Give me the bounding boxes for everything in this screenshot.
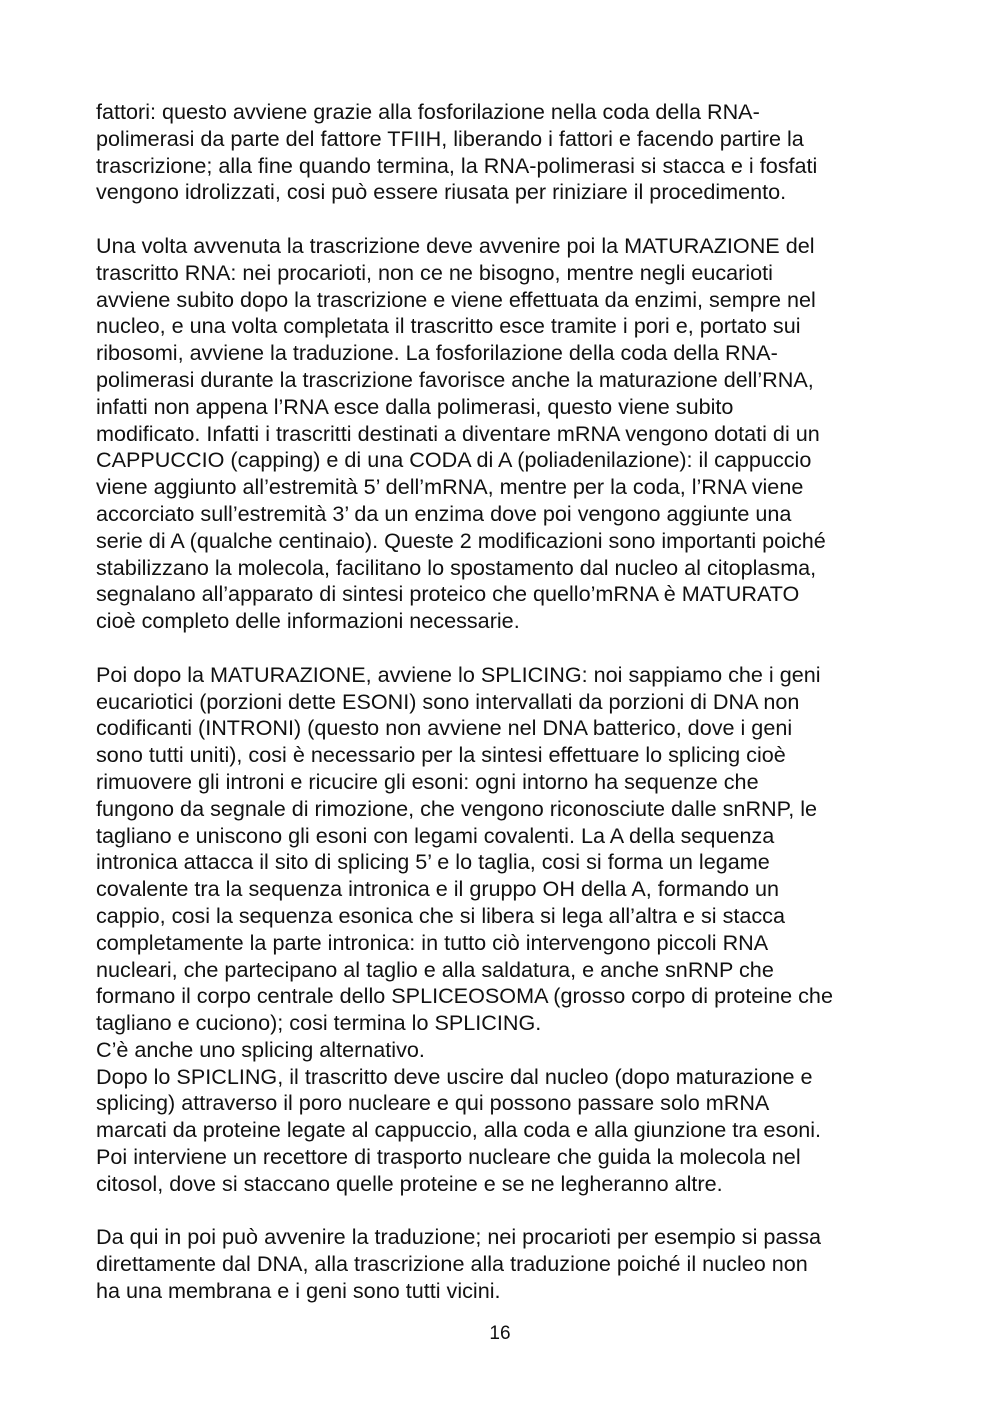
text-line: avviene subito dopo la trascrizione e viene effettuata da enzimi, sempre nel	[96, 286, 816, 312]
text-line: vengono idrolizzati, cosi può essere riusata per riniziare il procedimento.	[96, 179, 787, 205]
text-line: formano il corpo centrale dello SPLICEOSOMA (grosso corpo di proteine che	[96, 983, 833, 1009]
text-line: Dopo lo SPICLING, il trascritto deve uscire dal nucleo (dopo maturazione e	[96, 1063, 813, 1089]
text-line: codificanti (INTRONI) (questo non avviene nel DNA batterico, dove i geni	[96, 715, 793, 741]
text-line: Poi dopo la MATURAZIONE, avviene lo SPLICING: noi sappiamo che i geni	[96, 661, 821, 687]
text-line: sono tutti uniti), cosi è necessario per la sintesi effettuare lo splicing cioè	[96, 742, 786, 768]
text-line: marcati da proteine legate al cappuccio, alla coda e alla giunzione tra esoni.	[96, 1117, 822, 1143]
paragraph-translation	[96, 1224, 916, 1304]
text-line: ribosomi, avviene la traduzione. La fosforilazione della coda della RNA-	[96, 340, 778, 366]
text-line: nucleari, che partecipano al taglio e alla saldatura, e anche snRNP che	[96, 956, 774, 982]
text-line: infatti non appena l’RNA esce dalla polimerasi, questo viene subito	[96, 393, 734, 419]
text-line: intronica attacca il sito di splicing 5’ e lo taglia, cosi si forma un legame	[96, 849, 770, 875]
text-line: tagliano e uniscono gli esoni con legami covalenti. La A della sequenza	[96, 822, 775, 848]
text-line: stabilizzano la molecola, facilitano lo spostamento dal nucleo al citoplasma,	[96, 554, 817, 580]
text-line: covalente tra la sequenza intronica e il gruppo OH della A, formando un	[96, 876, 780, 902]
paragraph-maturation	[96, 233, 916, 635]
text-line: fungono da segnale di rimozione, che vengono riconosciute dalle snRNP, le	[96, 795, 818, 821]
text-line: trascrizione; alla fine quando termina, la RNA-polimerasi si stacca e i fosfati	[96, 152, 818, 178]
text-line: viene aggiunto all’estremità 5’ dell’mRNA, mentre per la coda, l’RNA viene	[96, 474, 804, 500]
text-line: tagliano e cuciono); cosi termina lo SPLICING.	[96, 1010, 542, 1036]
text-line: direttamente dal DNA, alla trascrizione alla traduzione poiché il nucleo non	[96, 1251, 808, 1277]
text-line: Poi interviene un recettore di trasporto nucleare che guida la molecola nel	[96, 1144, 801, 1170]
text-line: cioè completo delle informazioni necessarie.	[96, 608, 520, 634]
text-line: citosol, dove si staccano quelle proteine e se ne legheranno altre.	[96, 1170, 723, 1196]
text-line: completamente la parte intronica: in tutto ciò intervengono piccoli RNA	[96, 929, 769, 955]
text-line: modificato. Infatti i trascritti destinati a diventare mRNA vengono dotati di un	[96, 420, 820, 446]
text-line: CAPPUCCIO (capping) e di una CODA di A (poliadenilazione): il cappuccio	[96, 447, 812, 473]
text-line: fattori: questo avviene grazie alla fosforilazione nella coda della RNA-	[96, 99, 760, 124]
paragraph-transcription-factors	[96, 99, 916, 206]
text-line: eucariotici (porzioni dette ESONI) sono intervallati da porzioni di DNA non	[96, 688, 800, 714]
text-line: cappio, cosi la sequenza esonica che si libera si lega all’altra e si stacca	[96, 902, 785, 928]
text-line: accorciato sull’estremità 3’ da un enzima dove poi vengono aggiunte una	[96, 500, 792, 526]
document-body	[96, 99, 916, 1305]
text-line: Una volta avvenuta la trascrizione deve avvenire poi la MATURAZIONE del	[96, 232, 815, 258]
text-line: trascritto RNA: nei procarioti, non ce ne bisogno, mentre negli eucarioti	[96, 259, 773, 285]
page-number: 16	[489, 1323, 511, 1344]
text-line: polimerasi da parte del fattore TFIIH, liberando i fattori e facendo partire la	[96, 125, 804, 151]
text-line: polimerasi durante la trascrizione favorisce anche la maturazione dell’RNA,	[96, 366, 814, 392]
text-line: serie di A (qualche centinaio). Queste 2 modificazioni sono importanti poiché	[96, 527, 826, 553]
text-line: Da qui in poi può avvenire la traduzione; nei procarioti per esempio si passa	[96, 1224, 822, 1250]
text-line: C’è anche uno splicing alternativo.	[96, 1036, 425, 1062]
text-line: segnalano all’apparato di sintesi proteico che quello’mRNA è MATURATO	[96, 581, 800, 607]
paragraph-splicing	[96, 662, 916, 1198]
text-line: rimuovere gli introni e ricucire gli esoni: ogni intorno ha sequenze che	[96, 768, 759, 794]
text-line: splicing) attraverso il poro nucleare e qui possono passare solo mRNA	[96, 1090, 770, 1116]
text-line: nucleo, e una volta completata il trascritto esce tramite i pori e, portato sui	[96, 313, 801, 339]
text-line: ha una membrana e i geni sono tutti vicini.	[96, 1278, 501, 1304]
